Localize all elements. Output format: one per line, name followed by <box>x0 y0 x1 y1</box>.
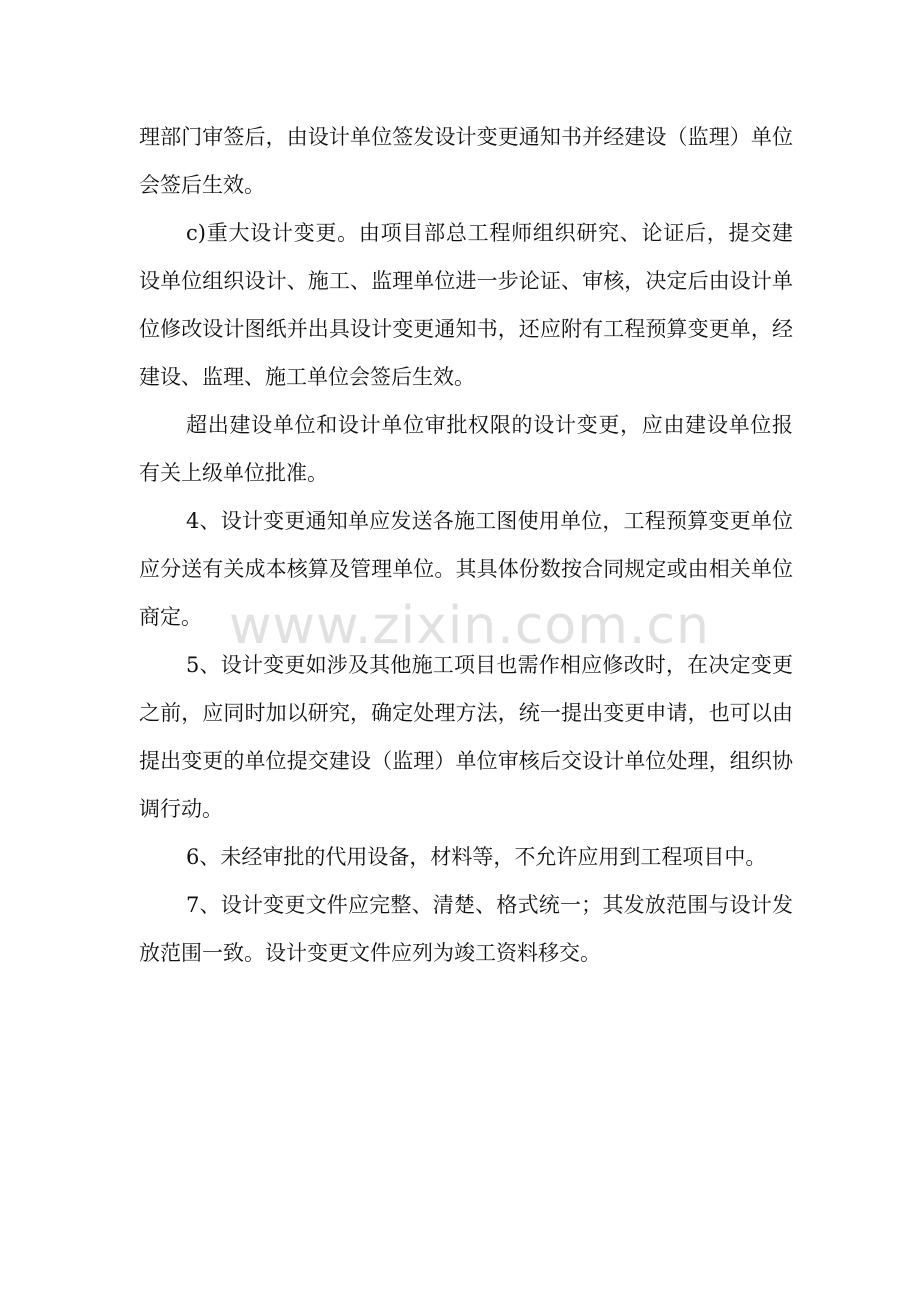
paragraph-6: 6、未经审批的代用设备，材料等，不允许应用到工程项目中。 <box>186 845 767 869</box>
paragraph-2: c)重大设计变更。由项目部总工程师组织研究、论证后，提交建设单位组织设计、施工、监理单位进一步论证、审核，决定后由设计单位修改设计图纸并出具设计变更通知书，还应附有工程预算变更单，经建设、监理、施工单位会签后生效。 <box>139 221 793 389</box>
paragraph-4: 4、设计变更通知单应发送各施工图使用单位，工程预算变更单位应分送有关成本核算及管理单位。其具体份数按合同规定或由相关单位商定。 <box>139 509 793 629</box>
watermark: www.zixin.com.cn <box>229 596 710 656</box>
paragraph-5: 5、设计变更如涉及其他施工项目也需作相应修改时，在决定变更之前，应同时加以研究，确定处理方法，统一提出变更申请，也可以由提出变更的单位提交建设（监理）单位审核后交设计单位处理，组织协调行动。 <box>139 653 793 821</box>
paragraph-7: 7、设计变更文件应完整、清楚、格式统一；其发放范围与设计发放范围一致。设计变更文件应列为竣工资料移交。 <box>139 893 793 965</box>
paragraph-1: 理部门审签后，由设计单位签发设计变更通知书并经建设（监理）单位会签后生效。 <box>139 125 793 197</box>
paragraph-3: 超出建设单位和设计单位审批权限的设计变更，应由建设单位报有关上级单位批准。 <box>139 413 793 485</box>
document-body <box>139 113 793 977</box>
